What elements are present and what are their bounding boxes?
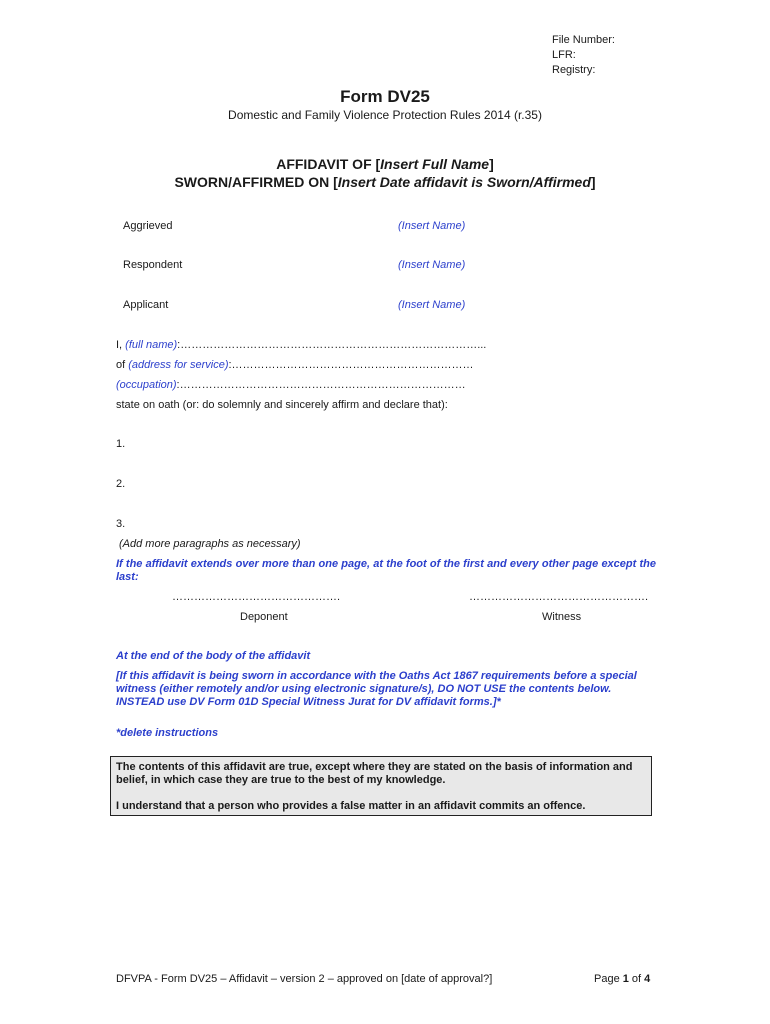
file-number-label: File Number: <box>552 34 615 46</box>
party-value-aggrieved[interactable]: (Insert Name) <box>398 220 466 232</box>
page-total: 4 <box>644 973 651 985</box>
party-label-aggrieved: Aggrieved <box>123 220 173 232</box>
party-label-applicant: Applicant <box>123 299 169 311</box>
affidavit-heading <box>0 155 770 191</box>
full-name-label: (full name) <box>125 339 178 351</box>
occupation-label: (occupation) <box>116 379 177 391</box>
add-more-note: (Add more paragraphs as necessary) <box>119 538 301 550</box>
insert-full-name-placeholder: Insert Full Name <box>380 156 490 172</box>
page-current: 1 <box>622 973 629 985</box>
party-label-respondent: Respondent <box>123 259 183 271</box>
page-number: Page 1 of 4 <box>594 973 651 985</box>
deponent-signature-line[interactable]: ………………………………………. <box>172 591 341 603</box>
form-subtitle: Domestic and Family Violence Protection Rules 2014 (r.35) <box>228 108 542 122</box>
paragraph-number: 1. <box>116 438 126 450</box>
party-value-applicant[interactable]: (Insert Name) <box>398 299 466 311</box>
affidavit-heading-line1: AFFIDAVIT OF [Insert Full Name] <box>276 156 494 172</box>
declaration-box <box>110 756 652 816</box>
end-of-body-instruction: At the end of the body of the affidavit <box>116 650 311 662</box>
full-name-line[interactable]: I, (full name):………………………………………………………………………... <box>116 339 487 351</box>
occupation-line[interactable]: (occupation):…………………………………………………………………… <box>116 379 466 391</box>
form-title: Form DV25 <box>340 87 430 106</box>
deponent-label: Deponent <box>240 611 288 623</box>
insert-date-placeholder: Insert Date affidavit is Sworn/Affirmed <box>337 174 591 190</box>
declaration-truth-statement: The contents of this affidavit are true, except where they are stated on the basis of information and belief, in which case they are true to the best of my knowledge. <box>116 761 633 786</box>
lfr-label: LFR: <box>552 49 576 61</box>
paragraph-number: 2. <box>116 478 126 490</box>
address-line[interactable]: of (address for service):………………………………………………………… <box>116 359 474 371</box>
party-value-respondent[interactable]: (Insert Name) <box>398 259 466 271</box>
witness-label: Witness <box>542 611 582 623</box>
delete-instructions-note: *delete instructions <box>116 727 219 739</box>
paragraph-number: 3. <box>116 518 126 530</box>
footer-form-info: DFVPA - Form DV25 – Affidavit – version 2 – approved on [date of approval?] <box>116 973 493 985</box>
extend-instruction: If the affidavit extends over more than one page, at the foot of the first and every other page except the last: <box>116 558 656 583</box>
affidavit-heading-line2: SWORN/AFFIRMED ON [Insert Date affidavit is Sworn/Affirmed] <box>174 174 596 190</box>
witness-signature-line[interactable]: …………………………………………. <box>469 591 649 603</box>
file-info-block <box>552 33 615 78</box>
registry-label: Registry: <box>552 64 596 76</box>
oath-statement: state on oath (or: do solemnly and sincerely affirm and declare that): <box>116 399 448 411</box>
address-label: (address for service) <box>128 359 229 371</box>
special-witness-instruction: [If this affidavit is being sworn in accordance with the Oaths Act 1867 requirements before a special witness (either remotely and/or using electronic signature/s), DO NOT USE the contents below. INSTEAD use DV Form 01D Special Witness Jurat for DV affidavit forms.]* <box>116 670 637 708</box>
declaration-offence-statement: I understand that a person who provides a false matter in an affidavit commits an offence. <box>116 800 586 812</box>
